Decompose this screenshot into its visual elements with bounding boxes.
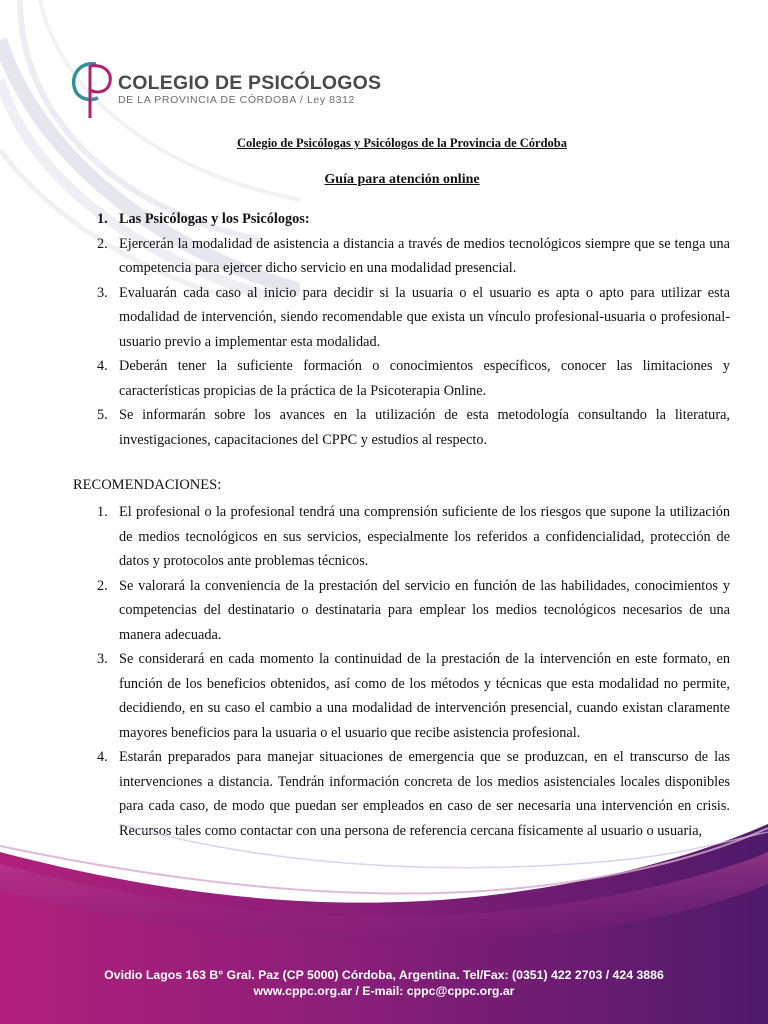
list-item bbox=[90, 354, 730, 403]
document-title: Guía para atención online bbox=[324, 172, 480, 187]
item-number: 4. bbox=[97, 358, 108, 374]
footer bbox=[0, 824, 768, 1024]
list-item bbox=[90, 232, 730, 281]
item-text: Se valorará la conveniencia de la prestación del servicio en función de las habilidades, conocimientos y competencias del destinatario o destinataria para emplear los medios tecnológicos necesarios de una manera adecuada. bbox=[119, 577, 730, 643]
guidelines-list bbox=[90, 207, 730, 452]
item-number: 1. bbox=[97, 211, 108, 227]
recommendations-heading: RECOMENDACIONES: bbox=[73, 477, 222, 493]
item-text: Las Psicólogas y los Psicólogos: bbox=[119, 211, 310, 227]
item-text: Deberán tener la suficiente formación o conocimientos específicos, conocer las limitaciones y características propicias de la práctica de la Psicoterapia Online. bbox=[119, 358, 730, 399]
item-number: 2. bbox=[97, 235, 108, 252]
logo-name: COLEGIO DE PSICÓLOGOS bbox=[118, 72, 382, 94]
item-text: Estarán preparados para manejar situaciones de emergencia que se produzcan, en el transcurso de las intervenciones a distancia. Tendrán información concreta de los medios asistenciales locales disponibles para cada caso, de modo que puedan ser empleados en caso de ser necesaria una intervención en crisis. Recursos tales como contactar con una persona de referencia cercana físicamente al usuario o usuaria, bbox=[119, 749, 730, 839]
list-item bbox=[90, 647, 730, 745]
item-text: Ejercerán la modalidad de asistencia a distancia a través de medios tecnológicos siempre que se tenga una competencia para ejercer dicho servicio en una modalidad presencial. bbox=[119, 235, 730, 276]
footer-contact: www.cppc.org.ar / E-mail: cppc@cppc.org.ar bbox=[253, 984, 515, 998]
recommendations-list bbox=[90, 500, 730, 843]
item-number: 5. bbox=[97, 407, 108, 423]
item-number: 3. bbox=[97, 651, 108, 667]
item-text: Evaluarán cada caso al inicio para decidir si la usuaria o el usuario es apta o apto para utilizar esta modalidad de intervención, siendo recomendable que exista un vínculo profesional-usuaria o profesional-usuario previo a implementar esta modalidad. bbox=[119, 284, 730, 350]
list-item bbox=[90, 403, 730, 452]
list-item bbox=[90, 281, 730, 355]
logo-subtitle: DE LA PROVINCIA DE CÓRDOBA / Ley 8312 bbox=[118, 94, 355, 106]
logo-cp-icon bbox=[70, 58, 114, 120]
item-text: Se informarán sobre los avances en la utilización de esta metodología consultando la literatura, investigaciones, capacitaciones del CPPC y estudios al respecto. bbox=[119, 407, 730, 448]
logo bbox=[70, 58, 382, 120]
item-text: Se considerará en cada momento la continuidad de la prestación de la intervención en este formato, en función de los beneficios obtenidos, así como de los métodos y técnicas que esta modalidad no permite, decidiendo, en su caso el cambio a una modalidad de intervención presencial, cuando existan claramente mayores beneficios para la usuaria o el usuario que recibe asistencia profesional. bbox=[119, 651, 730, 741]
item-number: 2. bbox=[97, 577, 108, 594]
item-text: El profesional o la profesional tendrá una comprensión suficiente de los riesgos que supone la utilización de medios tecnológicos en sus servicios, especialmente los referidos a confidencialidad, protección de datos y protocolos ante problemas técnicos. bbox=[119, 504, 730, 569]
organization-title: Colegio de Psicólogas y Psicólogos de la Provincia de Córdoba bbox=[237, 136, 567, 150]
item-number: 4. bbox=[97, 749, 108, 765]
item-number: 1. bbox=[97, 504, 108, 520]
list-item bbox=[90, 574, 730, 648]
footer-address: Ovidio Lagos 163 B° Gral. Paz (CP 5000) Córdoba, Argentina. Tel/Fax: (0351) 422 2703 / 424 3886 bbox=[104, 968, 664, 982]
list-item bbox=[90, 207, 730, 232]
item-number: 3. bbox=[97, 284, 108, 301]
list-item bbox=[90, 500, 730, 574]
